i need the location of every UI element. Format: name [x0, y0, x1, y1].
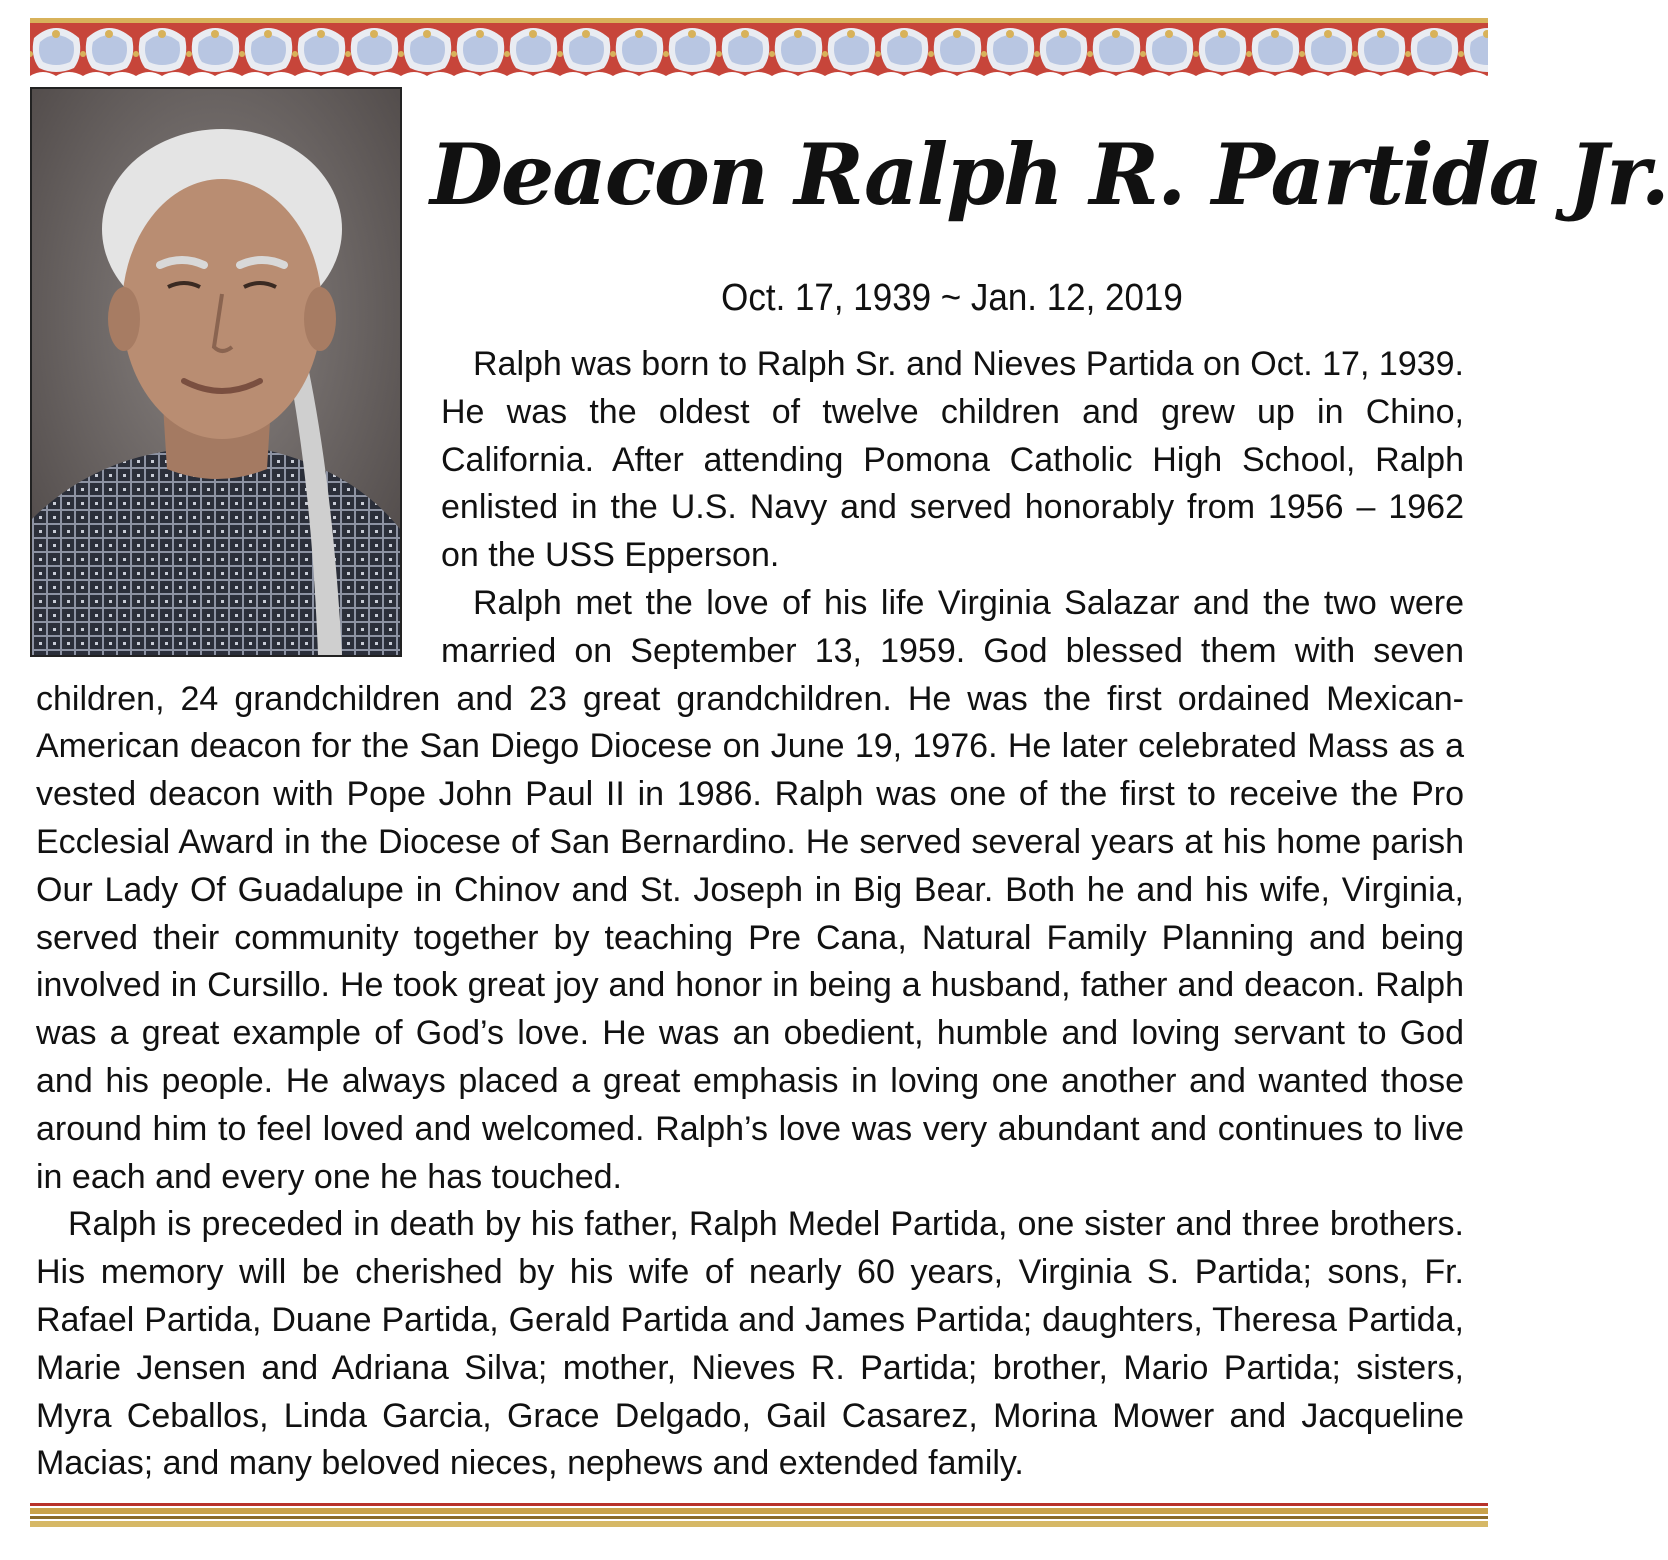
paragraph-marriage-ministry: Ralph met the love of his life Virginia Salazar and the two were married on September 13, 1959. God blessed them with seven children, 24 grandchildren and 23 great grandchildren. He was the first ordained Mexican-American deacon for the San Diego Diocese on June 19, 1976. He later celebrated Mass as a vested deacon with Pope John Paul II in 1986. Ralph was one of the first to receive the Pro Ecclesial Award in the Diocese of San Bernardino. He served several years at his home parish Our Lady Of Guadalupe in Chinov and St. Joseph in Big Bear. Both he and his wife, Virginia, served their community together by teaching Pre Cana, Natural Family Planning and being involved in Cursillo. He took great joy and honor in being a husband, father and deacon. Ralph was a great example of God’s love. He was an obedient, humble and loving servant to God and his people. He always placed a great emphasis in loving one another and wanted those around him to feel loved and welcomed. Ralph’s love was very abundant and continues to live in each and every one he has touched.: [36, 583, 1464, 1196]
obituary-name: Deacon Ralph R. Partida Jr.: [430, 125, 1668, 224]
paragraph-survivors: Ralph is preceded in death by his father, Ralph Medel Partida, one sister and three brothers. His memory will be cherished by his wife of nearly 60 years, Virginia S. Partida; sons, Fr. Rafael Partida, Duane Partida, Gerald Partida and James Partida; daughters, Theresa Partida, Marie Jensen and Adriana Silva; mother, Nieves R. Partida; brother, Mario Partida; sisters, Myra Ceballos, Linda Garcia, Grace Delgado, Gail Casarez, Morina Mower and Jacqueline Macias; and many beloved nieces, nephews and extended family.: [36, 1205, 1464, 1483]
border-pattern: [30, 18, 1488, 82]
photo-wrap-spacer: [36, 341, 441, 671]
life-dates: Oct. 17, 1939 ~ Jan. 12, 2019: [721, 277, 1183, 319]
top-decorative-border: [30, 18, 1488, 82]
paragraph-early-life: Ralph was born to Ralph Sr. and Nieves Partida on Oct. 17, 1939. He was the oldest of twelve children and grew up in Chino, California. After attending Pomona Catholic High School, Ralph enlisted in the U.S. Navy and served honorably from 1956 – 1962 on the USS Epperson.: [441, 345, 1464, 575]
bottom-decorative-border: [30, 1503, 1488, 1529]
bottom-border-lines: [30, 1503, 1488, 1529]
obituary-body: [36, 341, 1464, 1488]
